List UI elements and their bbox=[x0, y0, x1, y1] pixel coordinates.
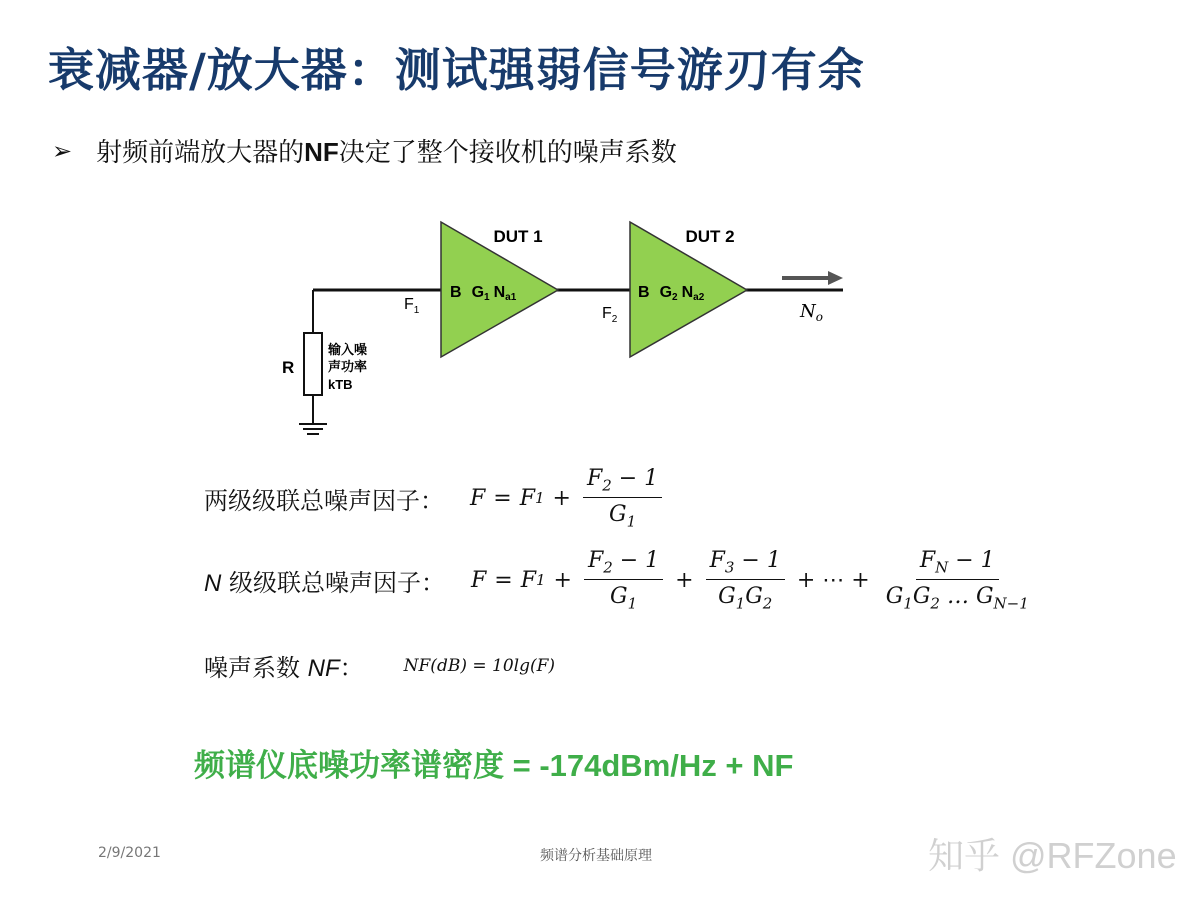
noise-label-line2: 声功率 bbox=[328, 360, 368, 375]
f2-label: $F_2$ bbox=[602, 305, 618, 325]
resistor-label: R bbox=[282, 358, 295, 377]
f1-label: $F_1$ bbox=[404, 296, 420, 316]
noise-label-line3: kTB bbox=[328, 377, 353, 392]
n-stage-label: N 级级联总噪声因子： bbox=[204, 568, 445, 597]
footer-date: 2/9/2021 bbox=[98, 845, 161, 861]
n-stage-equation: F = F 1 + $\frac{F_2 - 1}{G_1}$ + $\frac{F_3 - 1}{G_1G_2}$ + ⋯ + $\frac{F_N - 1}{G_1G_2 \dots G_{N-1}}$ bbox=[470, 548, 1029, 613]
output-arrow-icon bbox=[782, 271, 843, 285]
output-noise-label: $N_o$ bbox=[800, 301, 823, 324]
bullet-point bbox=[52, 132, 677, 169]
slide-title: 衰减器/放大器：测试强弱信号游刃有余 bbox=[48, 43, 865, 97]
dut1-label: DUT 1 bbox=[493, 227, 543, 246]
dut2-label: DUT 2 bbox=[685, 227, 735, 246]
dut1-params: B G1 Na1 bbox=[450, 284, 517, 303]
nf-label: 噪声系数 NF： bbox=[204, 654, 364, 682]
dut2-params: B G2 Na2 bbox=[638, 284, 705, 303]
arrow-bullet-icon: ➢ bbox=[52, 136, 73, 165]
n-stage-formula bbox=[204, 548, 1037, 613]
two-stage-equation: F = F 1 + $\frac{F_2 - 1}{G_1}$ bbox=[470, 466, 666, 531]
watermark: 知乎 @RFZone bbox=[928, 835, 1177, 876]
noise-floor-equation: 频谱仪底噪功率谱密度 = -174dBm/Hz + NF bbox=[194, 748, 794, 783]
nf-equation: NF(dB) = 10lg(F) bbox=[403, 655, 556, 676]
footer-title: 频谱分析基础原理 bbox=[540, 848, 652, 864]
bullet-text: 射频前端放大器的NF决定了整个接收机的噪声系数 bbox=[96, 137, 677, 168]
nf-formula bbox=[204, 648, 555, 683]
two-stage-formula bbox=[204, 466, 666, 531]
cascade-amplifier-diagram bbox=[270, 205, 870, 445]
two-stage-label: 两级级联总噪声因子： bbox=[204, 486, 444, 515]
noise-label-line1: 输入噪 bbox=[328, 343, 368, 358]
resistor-icon bbox=[304, 333, 322, 395]
ground-icon bbox=[299, 424, 327, 434]
